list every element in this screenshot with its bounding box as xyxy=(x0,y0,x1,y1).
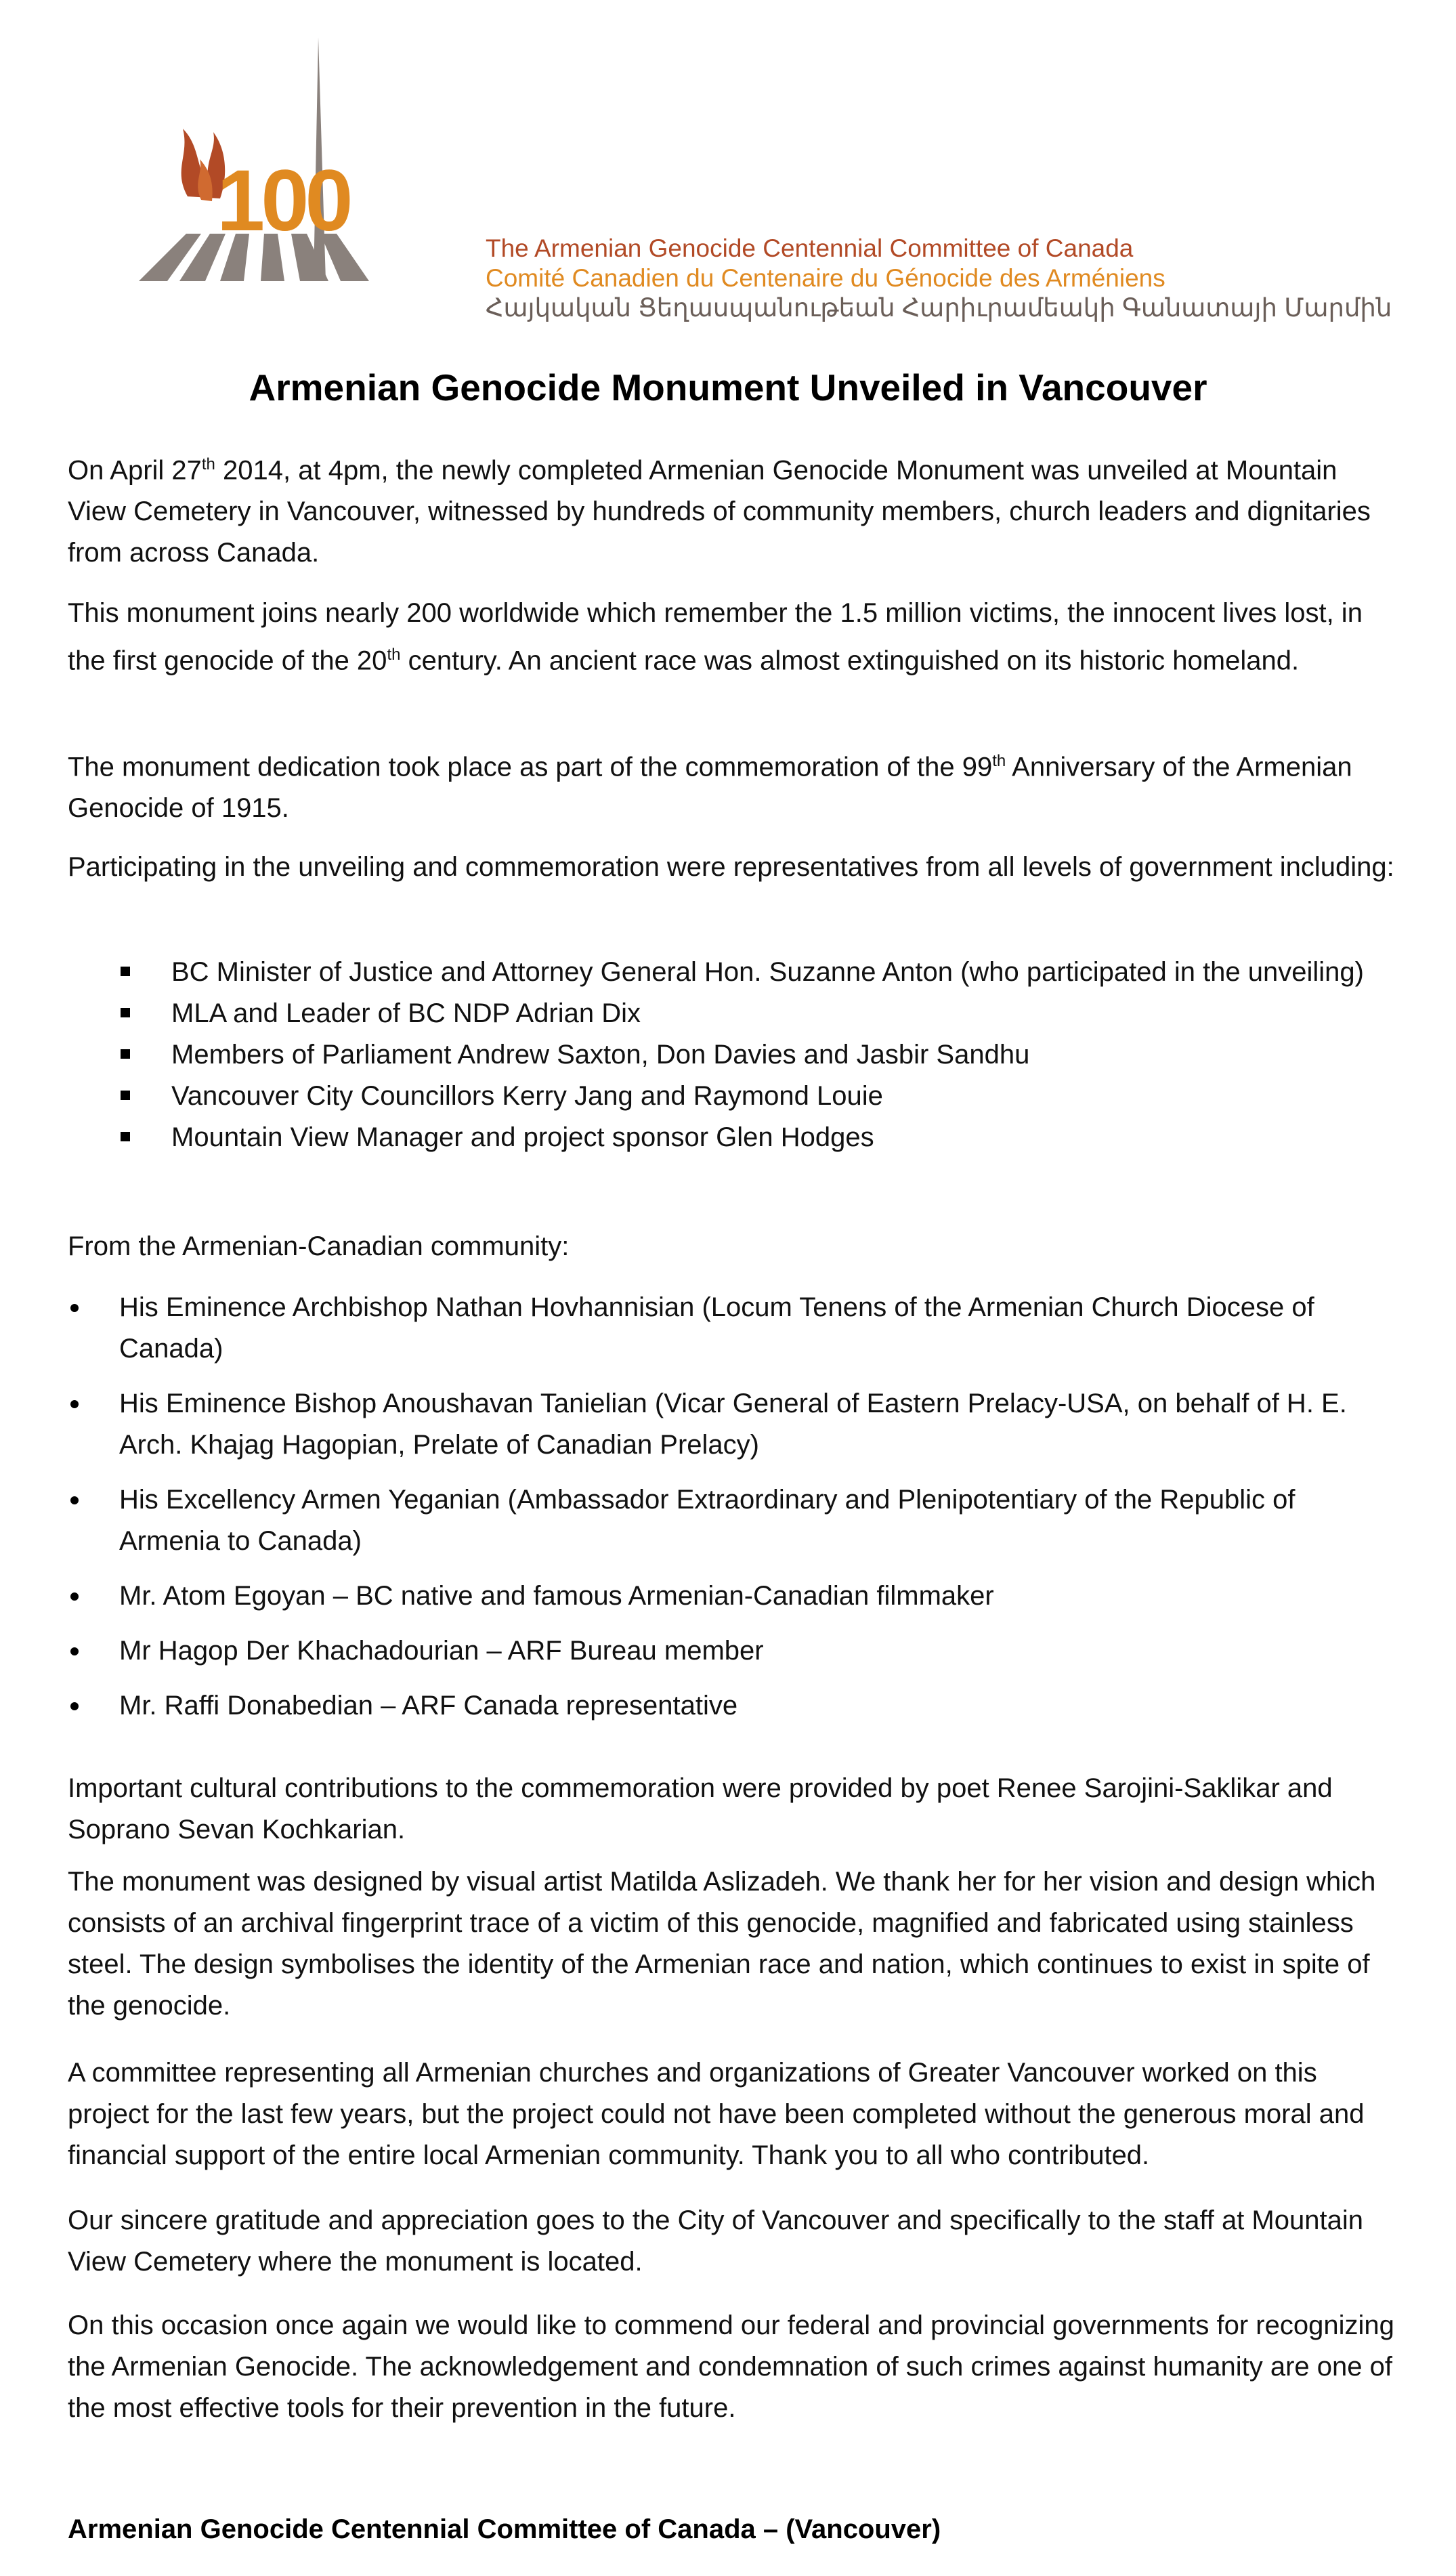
paragraph-design: The monument was designed by visual artist Matilda Aslizadeh. We thank her for her vision and design which consists of an archival fingerprint trace of a victim of this genocide, magnified and fabricated using stainless steel. The design symbolises the identity of the Armenian race and nation, which continues to exist in spite of the genocide. xyxy=(68,1867,1376,2021)
list-item: Mr. Raffi Donabedian – ARF Canada representative xyxy=(68,1685,1402,1727)
paragraph-unveiling: On April 27th 2014, at 4pm, the newly completed Armenian Genocide Monument was unveiled at Mountain View Cemetery in Vancouver, witnessed by hundreds of community members, church leaders and dignitaries from across Canada. xyxy=(68,455,1371,568)
logo xyxy=(125,37,1392,322)
logo-number: 100 xyxy=(217,152,349,249)
paragraph-community-intro: From the Armenian-Canadian community: xyxy=(68,1231,570,1261)
logo-line-english: The Armenian Genocide Centennial Committee of Canada xyxy=(486,234,1134,262)
page-title: Armenian Genocide Monument Unveiled in Vancouver xyxy=(249,366,1207,408)
list-item: Members of Parliament Andrew Saxton, Don Davies and Jasbir Sandhu xyxy=(68,1034,1402,1076)
government-list xyxy=(68,952,1402,1158)
list-item: BC Minister of Justice and Attorney General Hon. Suzanne Anton (who participated in the unveiling) xyxy=(68,952,1402,993)
logo-text xyxy=(486,234,1392,323)
paragraph-gratitude: Our sincere gratitude and appreciation goes to the City of Vancouver and specifically to the staff at Mountain View Cemetery where the monument is located. xyxy=(68,2205,1363,2277)
list-item: His Eminence Archbishop Nathan Hovhannisian (Locum Tenens of the Armenian Church Diocese of Canada) xyxy=(68,1287,1402,1370)
list-item: Mr Hagop Der Khachadourian – ARF Bureau member xyxy=(68,1630,1402,1672)
paragraph-dedication: The monument dedication took place as part of the commemoration of the 99th Anniversary of the Armenian Genocide of 1915. xyxy=(68,752,1352,824)
paragraph-cultural: Important cultural contributions to the commemoration were provided by poet Renee Sarojini-Saklikar and Soprano Sevan Kochkarian. xyxy=(68,1773,1333,1844)
list-item: Mountain View Manager and project sponsor Glen Hodges xyxy=(68,1117,1402,1158)
monument-logo-graphic xyxy=(125,37,491,288)
paragraph-committee: A committee representing all Armenian churches and organizations of Greater Vancouver worked on this project for the last few years, but the project could not have been completed without the generous moral and financial support of the entire local Armenian community. Thank you to all who contributed. xyxy=(68,2058,1365,2170)
paragraph-participating: Participating in the unveiling and commemoration were representatives from all levels of government including: xyxy=(68,852,1394,882)
list-item: His Excellency Armen Yeganian (Ambassador Extraordinary and Plenipotentiary of the Republic of Armenia to Canada) xyxy=(68,1479,1402,1562)
list-item: His Eminence Bishop Anoushavan Tanielian (Vicar General of Eastern Prelacy-USA, on behalf of H. E. Arch. Khajag Hagopian, Prelate of Canadian Prelacy) xyxy=(68,1383,1402,1466)
list-item: Vancouver City Councillors Kerry Jang and Raymond Louie xyxy=(68,1076,1402,1117)
logo-line-french: Comité Canadien du Centenaire du Génocide des Arméniens xyxy=(486,264,1165,292)
logo-line-armenian: Հայկական Ցեղասպանութեան Հարիւրամեակի Գանատայի Մարմին xyxy=(486,294,1392,322)
list-item: Mr. Atom Egoyan – BC native and famous Armenian-Canadian filmmaker xyxy=(68,1576,1402,1617)
list-item: MLA and Leader of BC NDP Adrian Dix xyxy=(68,993,1402,1034)
paragraph-worldwide: This monument joins nearly 200 worldwide which remember the 1.5 million victims, the innocent lives lost, in the first genocide of the 20th century. An ancient race was almost extinguished on its historic homeland. xyxy=(68,598,1363,676)
paragraph-commend: On this occasion once again we would like to commend our federal and provincial governments for recognizing the Armenian Genocide. The acknowledgement and condemnation of such crimes against humanity are one of the most effective tools for their prevention in the future. xyxy=(68,2310,1394,2423)
signature: Armenian Genocide Centennial Committee of Canada – (Vancouver) xyxy=(68,2514,941,2544)
community-list xyxy=(68,1287,1402,1740)
